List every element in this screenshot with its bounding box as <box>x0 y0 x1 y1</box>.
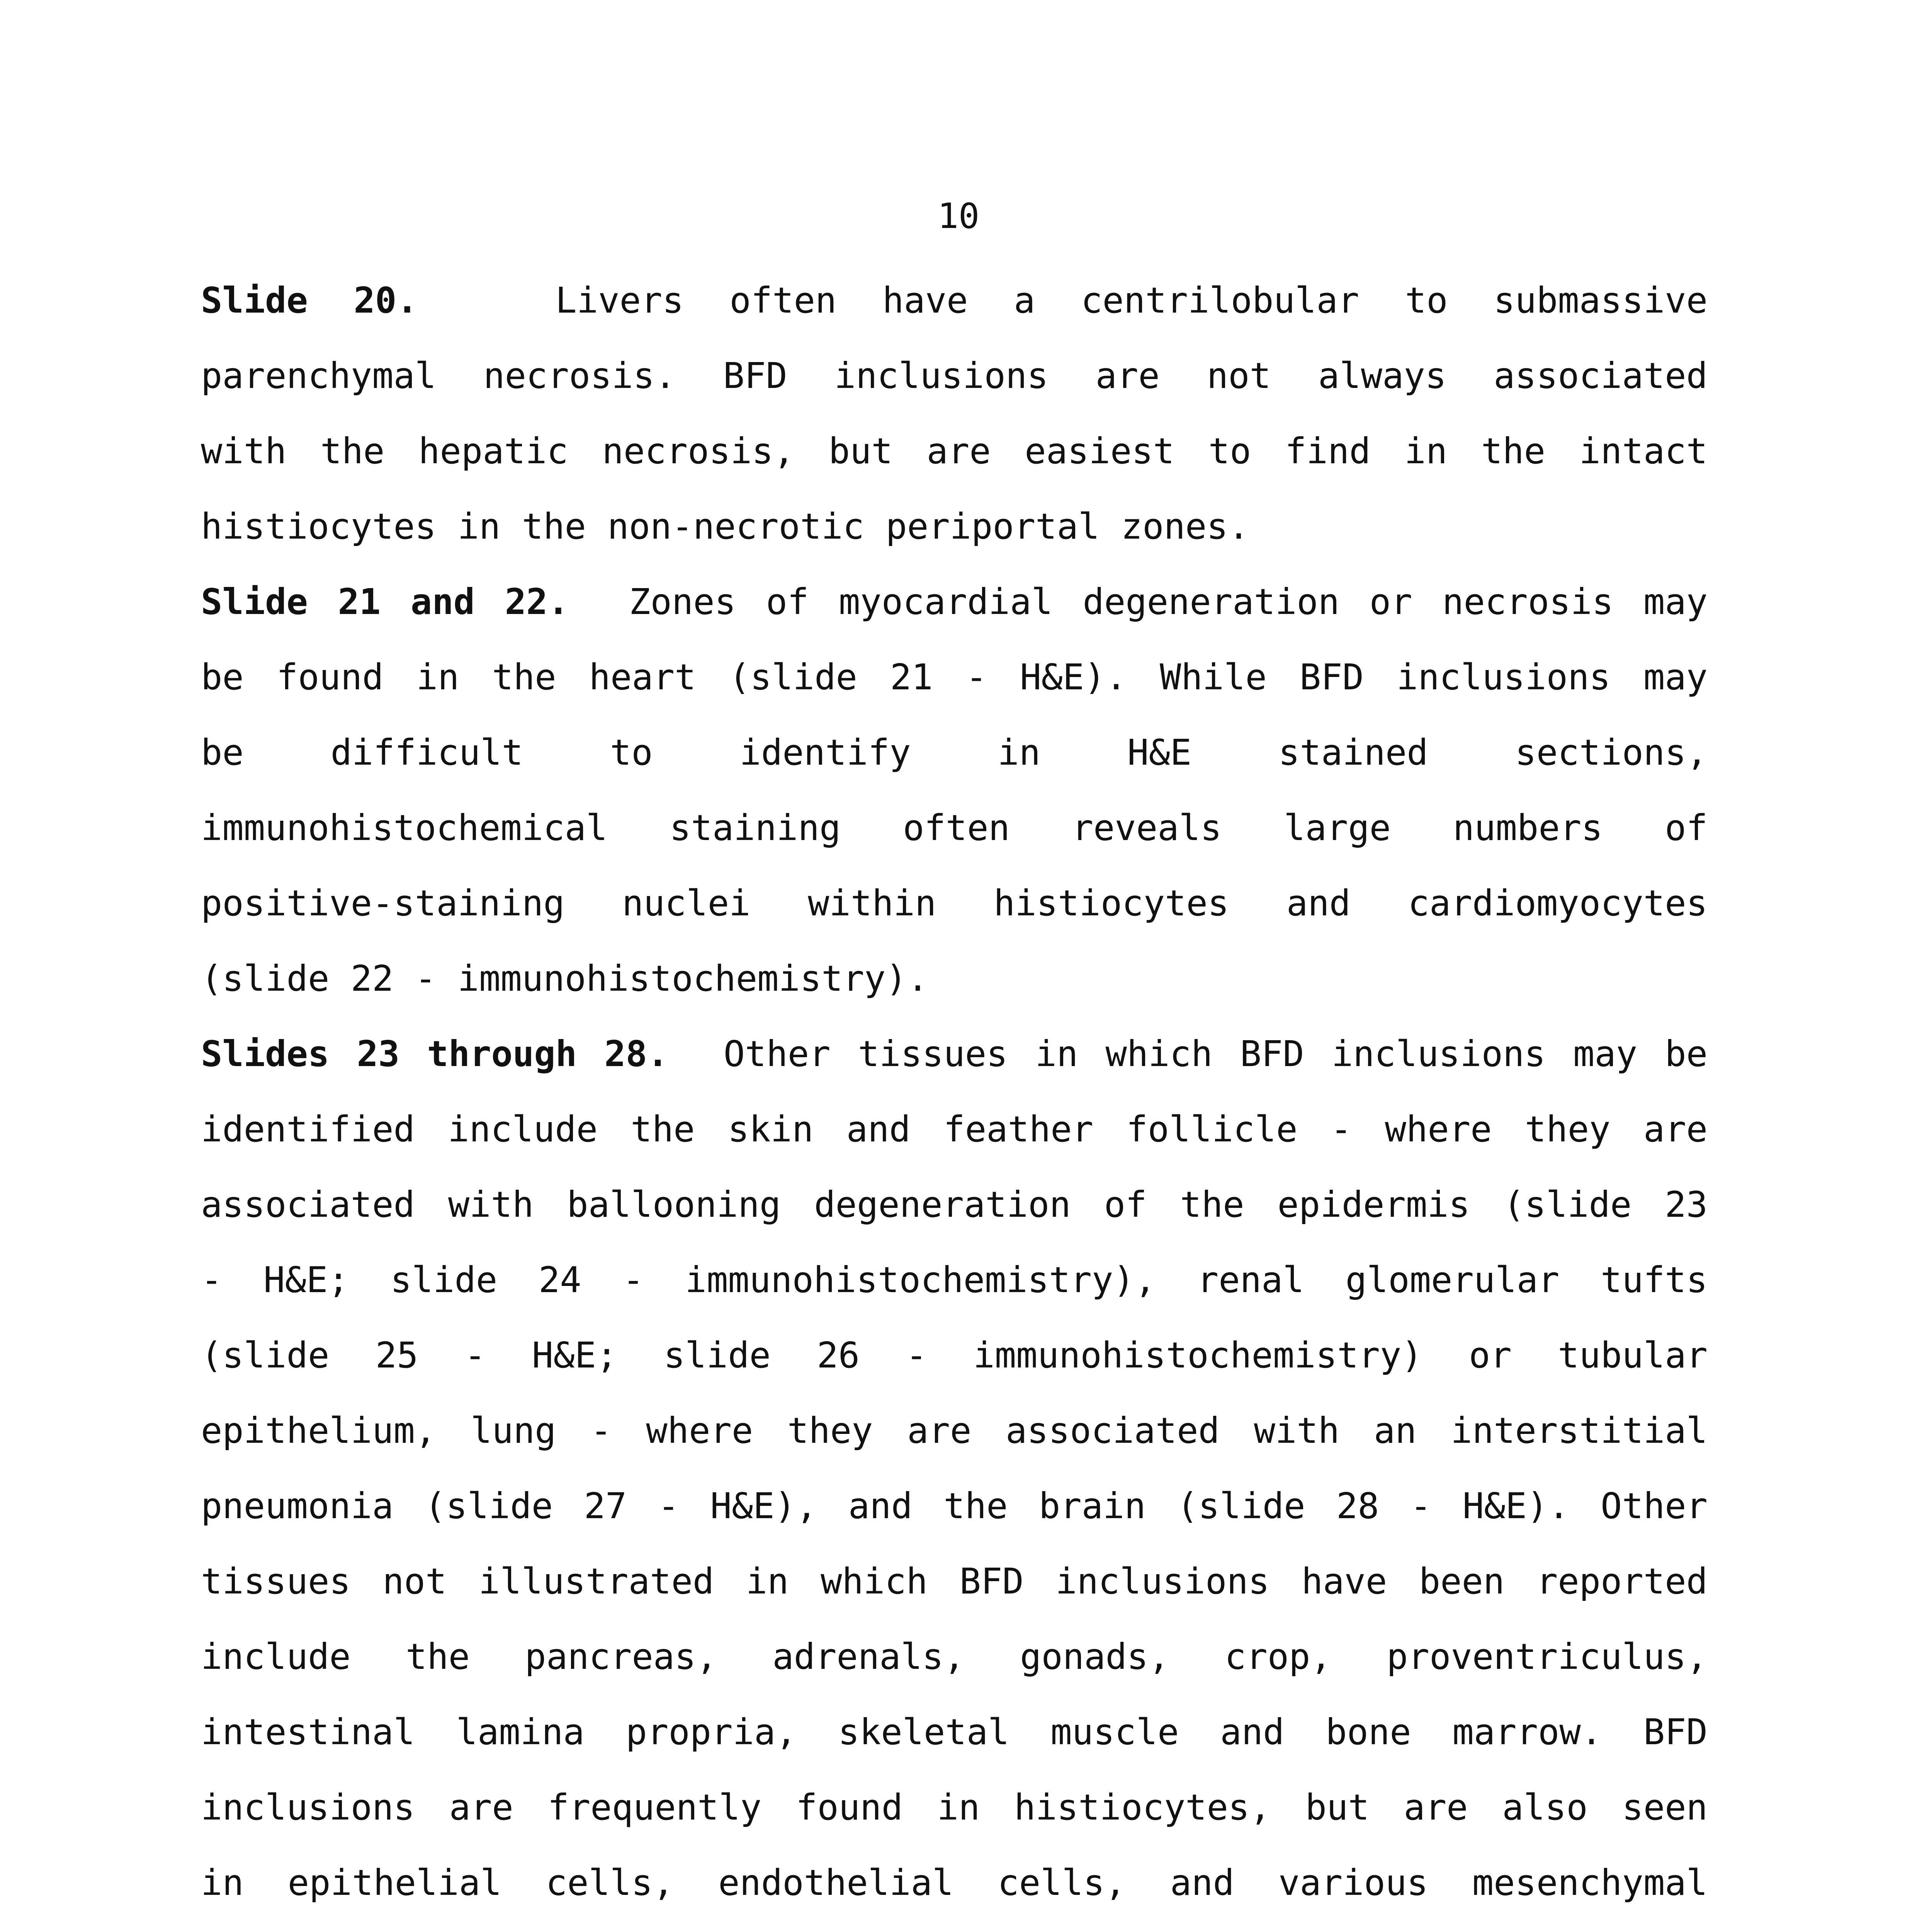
paragraph-line: pneumonia (slide 27 - H&E), and the brain (slide 28 - H&E). Other <box>201 1485 1708 1527</box>
paragraph-line: Livers often have a centrilobular to submassive <box>555 280 1708 321</box>
paragraph-line: (slide 25 - H&E; slide 26 - immunohistochemistry) or tubular <box>201 1335 1708 1376</box>
paragraph-line: Zones of myocardial degeneration or necrosis may <box>629 581 1708 622</box>
slide-20-heading: Slide 20. <box>201 280 418 321</box>
paragraph-line: histiocytes in the non-necrotic periportal zones. <box>201 506 1250 547</box>
slides-23-28-heading: Slides 23 through 28. <box>201 1033 669 1075</box>
paragraph-slides-23-28-line-1 <box>201 1016 1708 1092</box>
body-text <box>201 263 1708 1932</box>
paragraph-line: Other tissues in which BFD inclusions may be <box>723 1033 1708 1075</box>
paragraph-line: with the hepatic necrosis, but are easiest to find in the intact <box>201 430 1708 472</box>
paragraph-line <box>201 1920 1708 1932</box>
page-number: 10 <box>937 196 980 236</box>
slide-21-22-heading: Slide 21 and 22. <box>201 581 569 622</box>
paragraph-line: tissues not illustrated in which BFD inclusions have been reported <box>201 1561 1708 1602</box>
paragraph-line: positive-staining nuclei within histiocytes and cardiomyocytes <box>201 883 1708 924</box>
paragraph-line: inclusions are frequently found in histiocytes, but are also seen <box>201 1787 1708 1828</box>
paragraph-line: be found in the heart (slide 21 - H&E). While BFD inclusions may <box>201 656 1708 698</box>
paragraph-line: identified include the skin and feather follicle - where they are <box>201 1109 1708 1150</box>
paragraph-line: be difficult to identify in H&E stained sections, <box>201 732 1708 773</box>
paragraph-line: parenchymal necrosis. BFD inclusions are not always associated <box>201 355 1708 396</box>
paragraph-line: associated with ballooning degeneration of the epidermis (slide 23 <box>201 1184 1708 1225</box>
paragraph-slide-21-22-line-1 <box>201 564 1708 639</box>
paragraph-line: epithelium, lung - where they are associated with an interstitial <box>201 1410 1708 1451</box>
paragraph-slide-20-line-1 <box>201 263 1708 338</box>
paragraph-line: (slide 22 - immunohistochemistry). <box>201 958 929 999</box>
paragraph-line: - H&E; slide 24 - immunohistochemistry), renal glomerular tufts <box>201 1259 1708 1301</box>
paragraph-line: include the pancreas, adrenals, gonads, crop, proventriculus, <box>201 1636 1708 1677</box>
paragraph-line: intestinal lamina propria, skeletal muscle and bone marrow. BFD <box>201 1711 1708 1753</box>
paragraph-line: immunohistochemical staining often reveals large numbers of <box>201 807 1708 849</box>
paragraph-line: in epithelial cells, endothelial cells, and various mesenchymal <box>201 1862 1708 1903</box>
